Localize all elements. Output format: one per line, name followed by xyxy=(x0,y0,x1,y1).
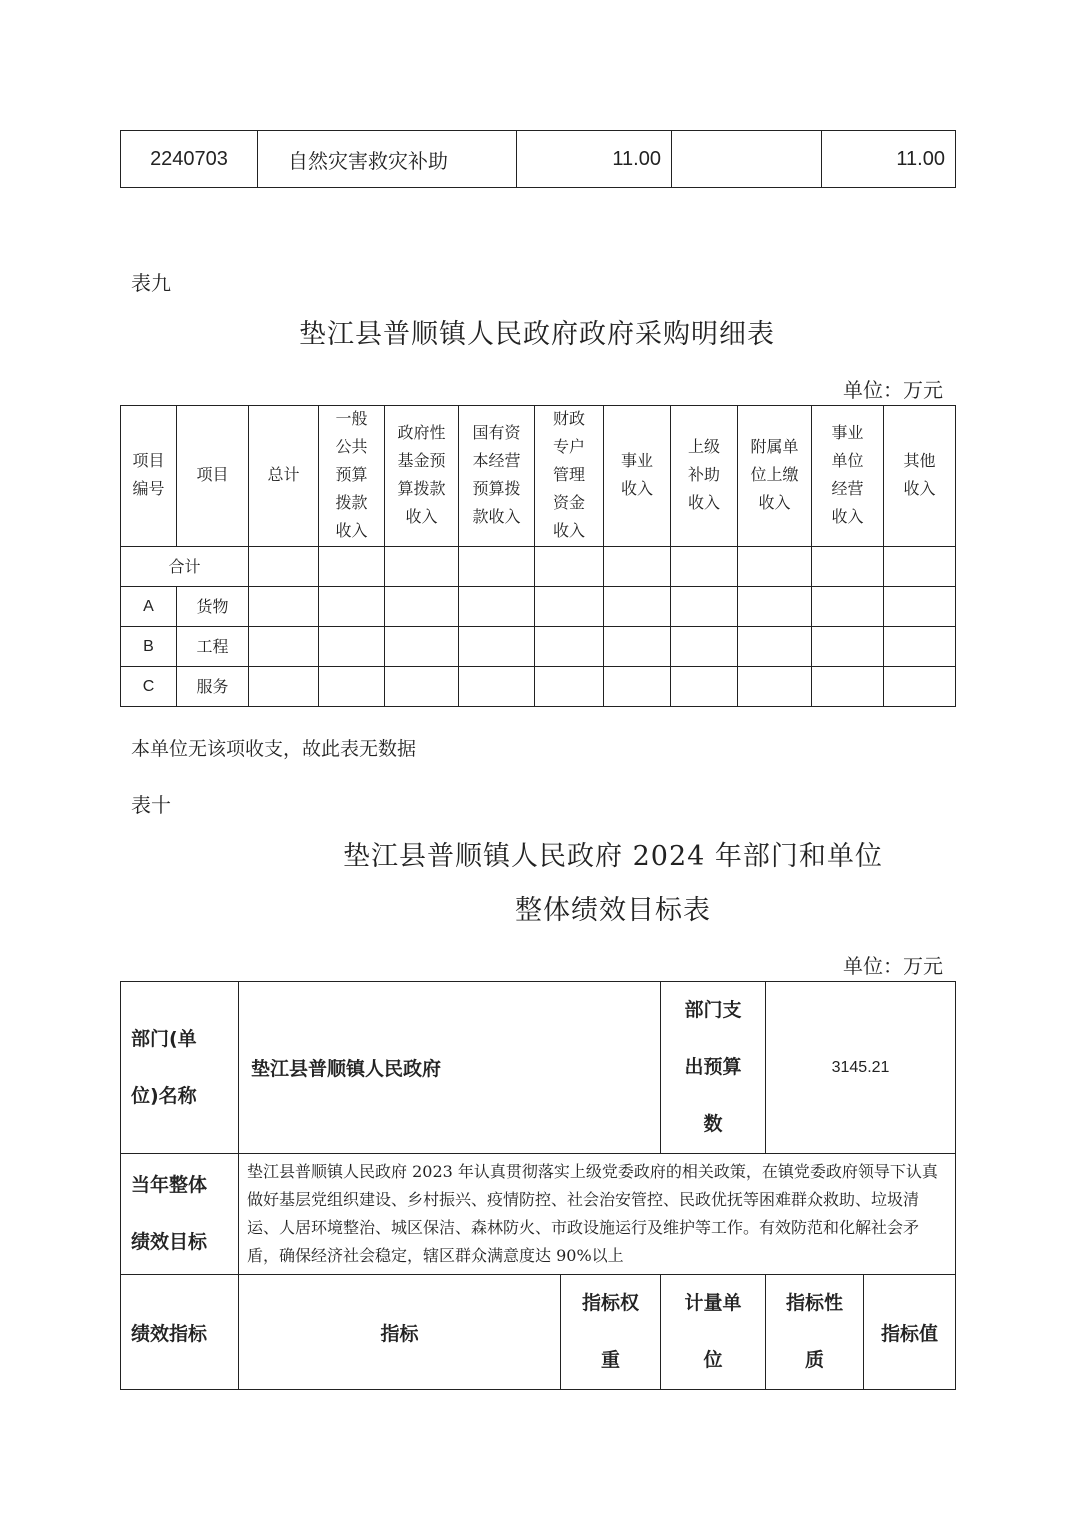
table-cell xyxy=(604,667,671,707)
table-cell xyxy=(535,667,604,707)
table-cell xyxy=(319,667,385,707)
indicator-header: 指标值 xyxy=(864,1275,956,1390)
row-name: 货物 xyxy=(177,587,249,627)
header-cell xyxy=(671,406,738,547)
indicator-header: 绩效指标 xyxy=(121,1275,239,1390)
table9-note: 本单位无该项收支，故此表无数据 xyxy=(131,738,417,760)
table-cell xyxy=(738,627,812,667)
header-text: 其他 收入 xyxy=(903,453,936,498)
table9-unit: 单位：万元 xyxy=(843,378,943,402)
header-cell xyxy=(121,406,177,547)
table-cell xyxy=(884,587,956,627)
header-text: 项目 xyxy=(196,467,229,484)
table-cell xyxy=(535,587,604,627)
table-cell xyxy=(459,627,535,667)
budget-value: 3145.21 xyxy=(766,982,956,1154)
table-cell xyxy=(459,547,535,587)
header-text: 财政 专户 管理 资金 收入 xyxy=(552,411,585,540)
table-row xyxy=(121,131,956,188)
table-cell xyxy=(249,587,319,627)
indicator-header: 指标 xyxy=(239,1275,561,1390)
indicator-header-cell xyxy=(766,1275,864,1390)
table-cell xyxy=(604,587,671,627)
performance-table xyxy=(120,981,956,1390)
header-text: 上级 补助 收入 xyxy=(687,439,720,512)
table-cell xyxy=(249,627,319,667)
row-code: B xyxy=(121,627,177,667)
table-cell xyxy=(884,547,956,587)
header-cell xyxy=(812,406,884,547)
table-cell xyxy=(671,667,738,707)
goal-label: 当年整体 绩效目标 xyxy=(131,1174,208,1253)
item-value-2 xyxy=(672,131,822,188)
indicator-header: 计量单 位 xyxy=(684,1292,742,1371)
procurement-table xyxy=(120,405,956,707)
table10-title-line1: 垫江县普顺镇人民政府 2024 年部门和单位 xyxy=(343,841,883,872)
table-cell xyxy=(738,667,812,707)
table-cell xyxy=(319,627,385,667)
header-text: 总计 xyxy=(267,467,300,484)
dept-name: 垫江县普顺镇人民政府 xyxy=(239,982,661,1154)
indicator-header-cell xyxy=(661,1275,766,1390)
table9-title: 垫江县普顺镇人民政府政府采购明细表 xyxy=(299,319,775,350)
dept-row xyxy=(121,982,956,1154)
table-cell xyxy=(604,547,671,587)
header-text: 事业 收入 xyxy=(620,453,653,498)
header-cell xyxy=(249,406,319,547)
table-cell xyxy=(604,627,671,667)
table-cell xyxy=(671,547,738,587)
table-cell xyxy=(812,587,884,627)
table-cell xyxy=(459,667,535,707)
dept-label-cell xyxy=(121,982,239,1154)
table10-label: 表十 xyxy=(131,793,171,817)
header-cell xyxy=(319,406,385,547)
table9-label: 表九 xyxy=(131,271,171,295)
table-cell xyxy=(319,547,385,587)
total-row xyxy=(121,547,956,587)
header-cell xyxy=(884,406,956,547)
table-cell xyxy=(459,587,535,627)
header-cell xyxy=(385,406,459,547)
table-row xyxy=(121,587,956,627)
goal-row xyxy=(121,1154,956,1275)
header-cell xyxy=(738,406,812,547)
table10-title-line2: 整体绩效目标表 xyxy=(515,895,711,926)
table-cell xyxy=(812,627,884,667)
header-row xyxy=(121,406,956,547)
table-cell xyxy=(671,627,738,667)
budget-label: 部门支 出预算 数 xyxy=(684,999,742,1135)
table-cell xyxy=(812,667,884,707)
header-cell xyxy=(459,406,535,547)
table10-unit: 单位：万元 xyxy=(843,954,943,978)
indicator-header: 指标权 重 xyxy=(582,1292,640,1371)
budget-label-cell xyxy=(661,982,766,1154)
table-cell xyxy=(249,547,319,587)
table-cell xyxy=(535,627,604,667)
item-value-3: 11.00 xyxy=(822,131,956,188)
header-cell xyxy=(177,406,249,547)
table-cell xyxy=(385,667,459,707)
header-cell xyxy=(604,406,671,547)
indicator-header-cell xyxy=(561,1275,661,1390)
header-text: 事业 单位 经营 收入 xyxy=(831,425,864,526)
table-cell xyxy=(884,667,956,707)
header-cell xyxy=(535,406,604,547)
row-code: C xyxy=(121,667,177,707)
header-text: 一般 公共 预算 拨款 收入 xyxy=(335,411,368,540)
table-cell xyxy=(385,627,459,667)
item-name: 自然灾害救灾补助 xyxy=(258,131,517,188)
table-cell xyxy=(738,547,812,587)
item-value-1: 11.00 xyxy=(517,131,672,188)
goal-label-cell xyxy=(121,1154,239,1275)
table-cell xyxy=(738,587,812,627)
table8-tail xyxy=(120,130,956,188)
table-cell xyxy=(535,547,604,587)
table-cell xyxy=(671,587,738,627)
header-text: 附属单 位上缴 收入 xyxy=(750,439,799,512)
item-code: 2240703 xyxy=(121,131,258,188)
table-row xyxy=(121,627,956,667)
indicator-header-row xyxy=(121,1275,956,1390)
table-row xyxy=(121,667,956,707)
table-cell xyxy=(385,547,459,587)
row-code: A xyxy=(121,587,177,627)
header-text: 政府性 基金预 算拨款 收入 xyxy=(397,425,446,526)
goal-text: 垫江县普顺镇人民政府 2023 年认真贯彻落实上级党委政府的相关政策，在镇党委政府领导下认真做好基层党组织建设、乡村振兴、疫情防控、社会治安管控、民政优抚等困难群众救助、垃圾清运、人居环境整治、城区保洁、森林防火、市政设施运行及维护等工作。有效防范和化解社会矛盾，确保经济社会稳定，辖区群众满意度达 90%以上 xyxy=(239,1154,956,1275)
header-text: 项目 编号 xyxy=(132,453,165,498)
indicator-header: 指标性 质 xyxy=(786,1292,844,1371)
table-cell xyxy=(249,667,319,707)
table-cell xyxy=(884,627,956,667)
dept-label: 部门(单 位)名称 xyxy=(131,1027,197,1107)
total-label: 合计 xyxy=(121,547,249,587)
table-cell xyxy=(812,547,884,587)
row-name: 服务 xyxy=(177,667,249,707)
table-cell xyxy=(319,587,385,627)
table-cell xyxy=(385,587,459,627)
row-name: 工程 xyxy=(177,627,249,667)
header-text: 国有资 本经营 预算拨 款收入 xyxy=(472,425,521,526)
